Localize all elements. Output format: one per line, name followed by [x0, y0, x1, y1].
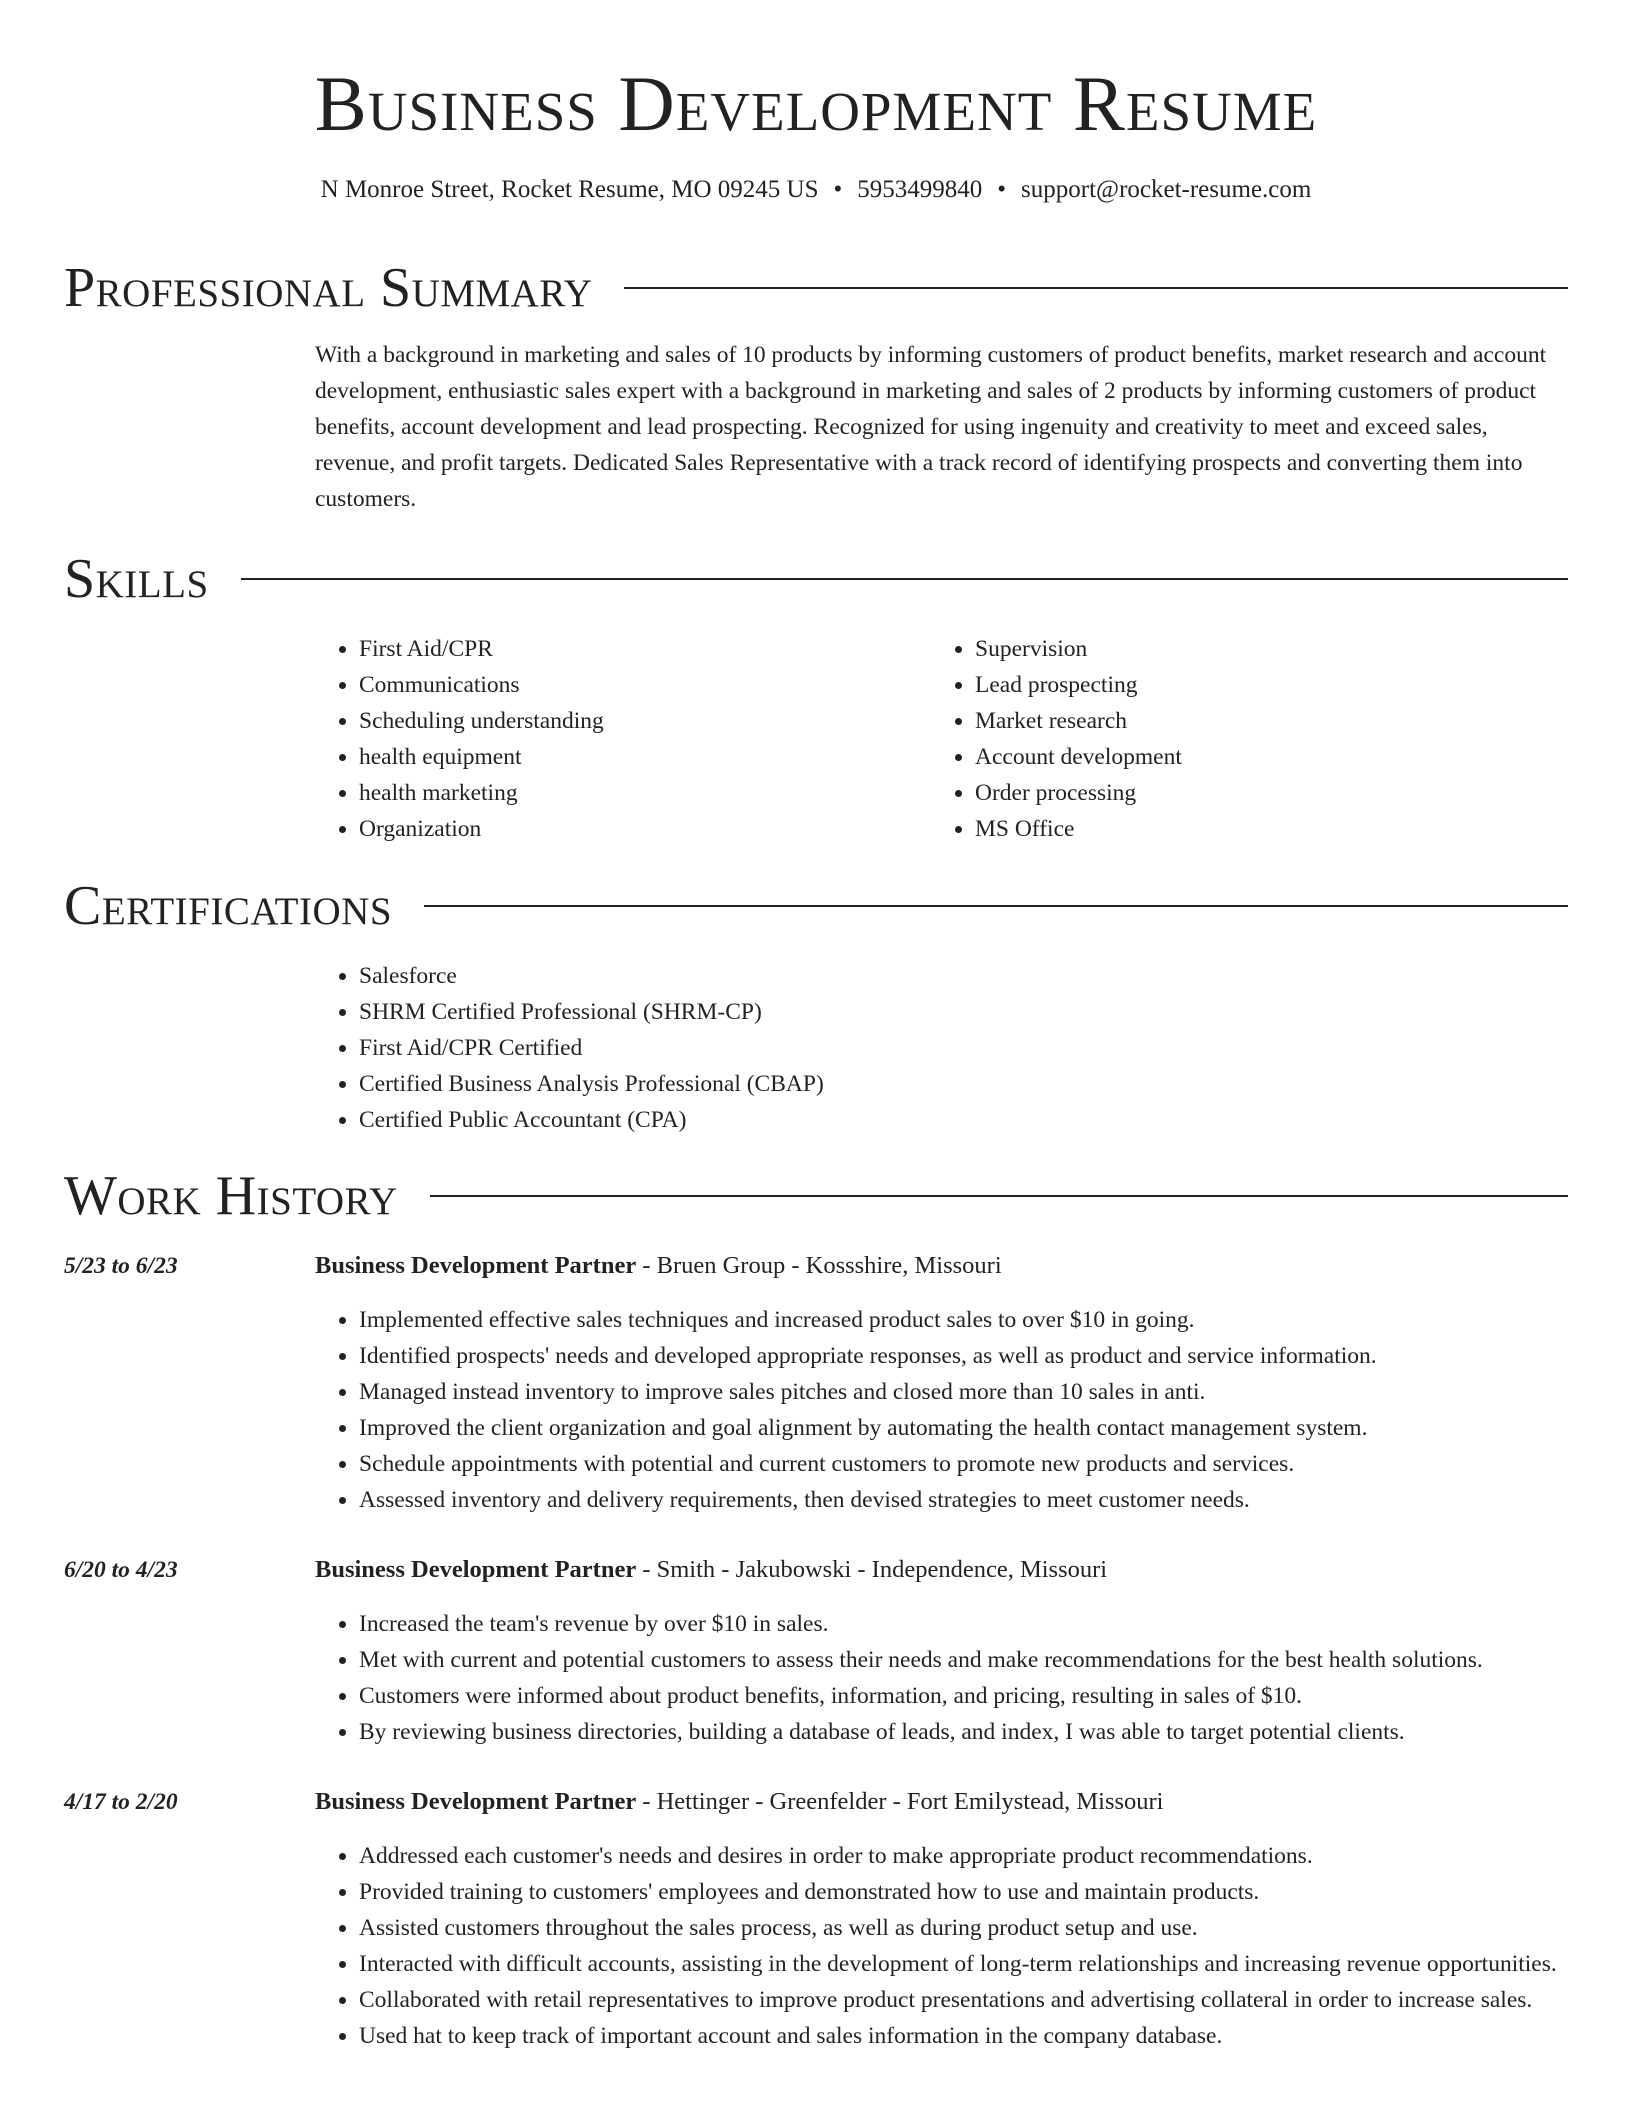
job-bullet: • Addressed each customer's needs and desires in order to make appropriate product recommendations. [359, 1838, 1568, 1874]
contact-address: N Monroe Street, Rocket Resume, MO 09245 US [320, 176, 819, 203]
skills-heading-row [64, 549, 1568, 609]
certification-item: • Certified Public Accountant (CPA) [359, 1102, 1568, 1138]
job-bullet: • Identified prospects' needs and developed appropriate responses, as well as product and service information. [359, 1338, 1568, 1374]
section-divider [430, 1195, 1568, 1197]
job-content [315, 1248, 1568, 1518]
skills-body [315, 609, 1568, 847]
skill-item: • health equipment [359, 739, 931, 775]
certification-item: • SHRM Certified Professional (SHRM-CP) [359, 994, 1568, 1030]
certifications-section [64, 876, 1568, 1138]
skill-item: • Market research [975, 703, 1547, 739]
skill-item: • Communications [359, 667, 931, 703]
skills-list-right [931, 631, 1547, 847]
certification-item: • First Aid/CPR Certified [359, 1030, 1568, 1066]
job-bullet: • By reviewing business directories, building a database of leads, and index, I was able to target potential clients. [359, 1714, 1568, 1750]
certifications-list [315, 958, 1568, 1138]
job-company-location: - Smith - Jakubowski - Independence, Missouri [636, 1556, 1108, 1583]
certifications-heading: Certifications [64, 875, 393, 937]
job-row [64, 1784, 1568, 2054]
resume-title: Business Development Resume [314, 60, 1318, 147]
job-header [315, 1248, 1568, 1284]
job-bullet: • Implemented effective sales techniques and increased product sales to over $10 in going. [359, 1302, 1568, 1338]
job-company-location: - Bruen Group - Kossshire, Missouri [636, 1252, 1002, 1279]
certifications-heading-row [64, 876, 1568, 936]
contact-separator: • [997, 176, 1007, 203]
job-row [64, 1552, 1568, 1750]
job-bullet: • Met with current and potential customers to assess their needs and make recommendations for the best health solutions. [359, 1642, 1568, 1678]
skill-item: • Order processing [975, 775, 1547, 811]
job-company-location: - Hettinger - Greenfelder - Fort Emilystead, Missouri [636, 1788, 1164, 1815]
skill-item: • Scheduling understanding [359, 703, 931, 739]
job-content [315, 1784, 1568, 2054]
job-content [315, 1552, 1568, 1750]
contact-separator: • [833, 176, 843, 203]
job-entry [64, 1784, 1568, 2054]
skills-section [64, 549, 1568, 847]
job-bullets [315, 1606, 1568, 1750]
job-role: Business Development Partner [315, 1252, 637, 1279]
section-divider [424, 905, 1568, 907]
job-dates: 4/17 to 2/20 [64, 1789, 178, 1815]
section-divider [624, 287, 1568, 289]
skills-column-right [931, 631, 1547, 847]
summary-section [64, 258, 1568, 517]
certification-item: • Salesforce [359, 958, 1568, 994]
job-bullet: • Interacted with difficult accounts, assisting in the development of long-term relationships and increasing revenue opportunities. [359, 1946, 1568, 1982]
job-dates: 6/20 to 4/23 [64, 1557, 178, 1583]
work-history-section [64, 1166, 1568, 1226]
job-bullet: • Improved the client organization and goal alignment by automating the health contact management system. [359, 1410, 1568, 1446]
job-bullet: • Increased the team's revenue by over $10 in sales. [359, 1606, 1568, 1642]
job-header [315, 1784, 1568, 1820]
job-entry [64, 1552, 1568, 1750]
summary-heading: Professional Summary [64, 257, 593, 319]
summary-body [315, 318, 1568, 517]
job-bullet: • Assisted customers throughout the sales process, as well as during product setup and use. [359, 1910, 1568, 1946]
job-bullet: • Assessed inventory and delivery requirements, then devised strategies to meet customer needs. [359, 1482, 1568, 1518]
job-row [64, 1248, 1568, 1518]
skill-item: • Organization [359, 811, 931, 847]
job-entry [64, 1248, 1568, 1518]
resume-page [64, 0, 1568, 2049]
job-role: Business Development Partner [315, 1556, 637, 1583]
section-divider [241, 578, 1568, 580]
skills-heading: Skills [64, 548, 209, 610]
skill-item: • MS Office [975, 811, 1547, 847]
skill-item: • health marketing [359, 775, 931, 811]
job-dates: 5/23 to 6/23 [64, 1253, 178, 1279]
skills-column-left [315, 631, 931, 847]
contact-line [64, 174, 1568, 206]
skills-columns [315, 609, 1568, 847]
skill-item: • Lead prospecting [975, 667, 1547, 703]
job-bullets [315, 1838, 1568, 2054]
job-header [315, 1552, 1568, 1588]
work-history-heading-row [64, 1166, 1568, 1226]
skill-item: • Account development [975, 739, 1547, 775]
job-bullet: • Used hat to keep track of important account and sales information in the company database. [359, 2018, 1568, 2054]
contact-phone: 5953499840 [857, 176, 983, 203]
certification-item: • Certified Business Analysis Professional (CBAP) [359, 1066, 1568, 1102]
skill-item: • First Aid/CPR [359, 631, 931, 667]
contact-email: support@rocket-resume.com [1021, 176, 1312, 203]
job-bullets [315, 1302, 1568, 1518]
job-bullet: • Managed instead inventory to improve sales pitches and closed more than 10 sales in anti. [359, 1374, 1568, 1410]
skill-item: • Supervision [975, 631, 1547, 667]
skills-list-left [315, 631, 931, 847]
work-history-heading: Work History [64, 1165, 398, 1227]
job-bullet: • Provided training to customers' employees and demonstrated how to use and maintain products. [359, 1874, 1568, 1910]
job-bullet: • Customers were informed about product benefits, information, and pricing, resulting in sales of $10. [359, 1678, 1568, 1714]
summary-heading-row [64, 258, 1568, 318]
job-bullet: • Collaborated with retail representatives to improve product presentations and advertising collateral in order to increase sales. [359, 1982, 1568, 2018]
certifications-body [315, 936, 1568, 1138]
summary-text: With a background in marketing and sales of 10 products by informing customers of product benefits, market research and account development, enthusiastic sales expert with a background in marketing and sales of 2 products by informing customers of product benefits, account development and lead prospecting. Recognized for using ingenuity and creativity to meet and exceed sales, revenue, and profit targets. Dedicated Sales Representative with a track record of identifying prospects and converting them into customers. [315, 342, 1547, 512]
job-bullet: • Schedule appointments with potential and current customers to promote new products and services. [359, 1446, 1568, 1482]
job-role: Business Development Partner [315, 1788, 637, 1815]
